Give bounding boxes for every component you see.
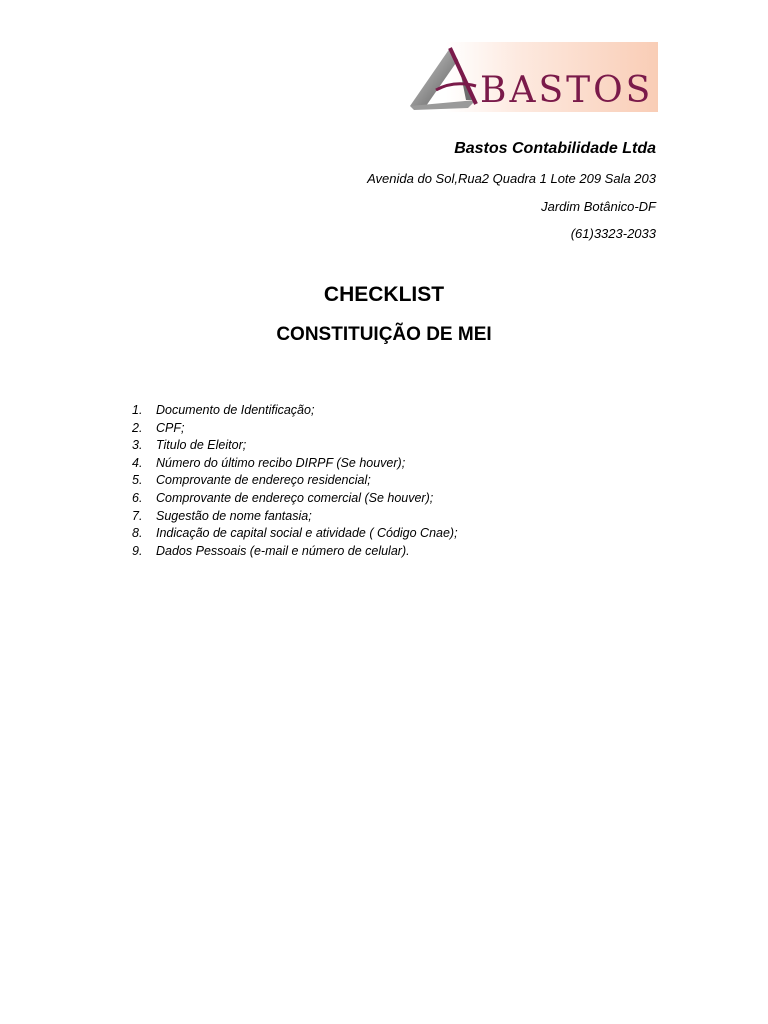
list-number: 1. [132, 403, 143, 417]
list-number: 7. [132, 508, 143, 523]
list-number: 8. [132, 526, 143, 541]
list-item [132, 402, 458, 420]
checklist [132, 402, 458, 560]
list-item [132, 525, 458, 543]
document-subtitle: CONSTITUIÇÃO DE MEI [276, 324, 492, 345]
list-text: Sugestão de nome fantasia; [156, 508, 312, 523]
logo-wordmark: BASTOS [480, 70, 654, 111]
company-phone: (61)3323-2033 [570, 226, 656, 241]
list-text: Documento de Identificação; [156, 403, 315, 417]
list-text: Dados Pessoais (e-mail e número de celular). [156, 543, 410, 558]
company-logo [406, 42, 658, 112]
company-district: Jardim Botânico-DF [541, 199, 656, 214]
list-number: 2. [132, 420, 143, 435]
list-item [132, 437, 458, 455]
list-number: 4. [132, 455, 143, 470]
company-name: Bastos Contabilidade Ltda [454, 140, 656, 157]
list-text: Número do último recibo DIRPF (Se houver); [156, 455, 406, 470]
list-text: Indicação de capital social e atividade ( Código Cnae); [156, 526, 458, 541]
list-number: 6. [132, 490, 143, 505]
list-item [132, 420, 458, 438]
list-item [132, 508, 458, 526]
list-text: Comprovante de endereço residencial; [156, 473, 371, 488]
bastos-logo-icon [406, 42, 658, 112]
list-number: 3. [132, 438, 143, 453]
list-text: Titulo de Eleitor; [156, 438, 247, 453]
list-text: Comprovante de endereço comercial (Se houver); [156, 490, 434, 505]
list-number: 5. [132, 473, 143, 488]
list-text: CPF; [156, 420, 185, 435]
list-number: 9. [132, 543, 143, 558]
list-item [132, 455, 458, 473]
list-item [132, 472, 458, 490]
company-address: Avenida do Sol,Rua2 Quadra 1 Lote 209 Sala 203 [367, 171, 656, 186]
list-item [132, 490, 458, 508]
list-item [132, 543, 458, 561]
document-title: CHECKLIST [323, 283, 445, 306]
